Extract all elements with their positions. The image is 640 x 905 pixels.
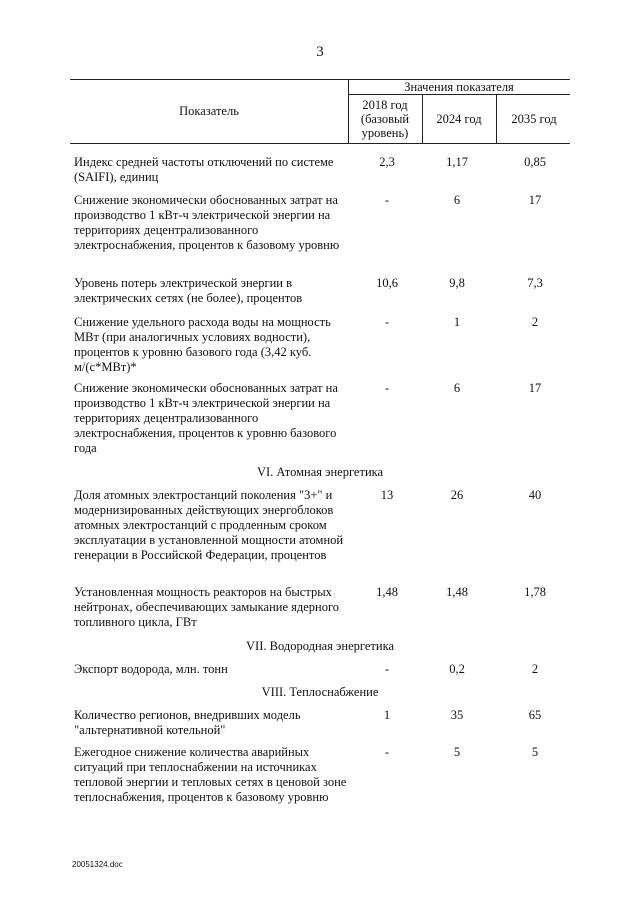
header-group-rule — [348, 94, 570, 95]
value-2024: 6 — [453, 381, 461, 395]
value-2035: 17 — [528, 193, 542, 207]
row-label: Ежегодное снижение количества аварийных ситуаций при теплоснабжении на источниках тепловой энергии и тепловых сетях в ценовой зоне теплоснабжения, процентов к базовому уровню — [74, 745, 347, 804]
value-2035: 7,3 — [527, 276, 543, 290]
column-header-2035: 2035 год — [511, 112, 557, 126]
header-divider — [422, 94, 423, 143]
value-2018: 1,48 — [376, 585, 398, 599]
row-label: Снижение экономически обоснованных затрат на производство 1 кВт-ч электрической энергии на территориях децентрализованного электроснабжения, процентов к уровню базового года — [74, 381, 338, 455]
value-2018: 13 — [380, 488, 394, 502]
value-2035: 2 — [531, 315, 539, 329]
value-2024: 9,8 — [449, 276, 465, 290]
value-2018: - — [384, 315, 390, 329]
row-label: Снижение экономически обоснованных затрат на производство 1 кВт-ч электрической энергии на территориях децентрализованного электроснабжения, процентов к базовому уровню — [74, 193, 340, 252]
value-2024: 35 — [450, 708, 464, 722]
value-2035: 17 — [528, 381, 542, 395]
value-2024: 6 — [453, 193, 461, 207]
document-filename: 20051324.doc — [72, 860, 123, 869]
row-label: Установленная мощность реакторов на быстрых нейтронах, обеспечивающих замыкание ядерного топливного цикла, ГВт — [74, 585, 340, 629]
column-header-2024: 2024 год — [436, 112, 482, 126]
value-2024: 1,17 — [446, 155, 468, 169]
value-2024: 0,2 — [449, 662, 465, 676]
value-2024: 1,48 — [446, 585, 468, 599]
value-2035: 2 — [531, 662, 539, 676]
value-2035: 40 — [528, 488, 542, 502]
column-header-parameter: Показатель — [179, 104, 239, 118]
column-header-2018: 2018 год (базовый уровень) — [360, 98, 410, 140]
value-2024: 5 — [453, 745, 461, 759]
value-2035: 65 — [528, 708, 542, 722]
value-2024: 26 — [450, 488, 464, 502]
row-label: Индекс средней частоты отключений по системе (SAIFI), единиц — [74, 155, 334, 184]
row-label: Доля атомных электростанций поколения "3+" и модернизированных действующих энергоблоков атомных электростанций с продленным сроком эксплуатации в установленной мощности атомной генерации в Российской Федерации, процентов — [74, 488, 344, 562]
row-label: Количество регионов, внедривших модель "альтернативной котельной" — [74, 708, 301, 737]
page-number: 3 — [316, 44, 324, 60]
value-2035: 1,78 — [524, 585, 546, 599]
header-bottom-rule — [70, 143, 570, 144]
value-2018: - — [384, 381, 390, 395]
value-2018: 1 — [383, 708, 391, 722]
section-heading: VII. Водородная энергетика — [246, 639, 394, 653]
row-label: Снижение удельного расхода воды на мощность МВт (при аналогичных условиях водности), процентов к уровню базового года (3,42 куб. м/(с*МВт)* — [74, 315, 331, 374]
value-2018: - — [384, 193, 390, 207]
row-label: Уровень потерь электрической энергии в электрических сетях (не более), процентов — [74, 276, 303, 305]
value-2018: 10,6 — [376, 276, 398, 290]
value-2018: 2,3 — [379, 155, 395, 169]
value-2018: - — [384, 662, 390, 676]
value-2035: 0,85 — [524, 155, 546, 169]
value-2024: 1 — [453, 315, 461, 329]
header-divider — [496, 94, 497, 143]
column-group-header: Значения показателя — [404, 80, 514, 94]
section-heading: VIII. Теплоснабжение — [261, 685, 379, 699]
section-heading: VI. Атомная энергетика — [256, 465, 384, 479]
value-2018: - — [384, 745, 390, 759]
value-2035: 5 — [531, 745, 539, 759]
row-label: Экспорт водорода, млн. тонн — [74, 662, 228, 676]
